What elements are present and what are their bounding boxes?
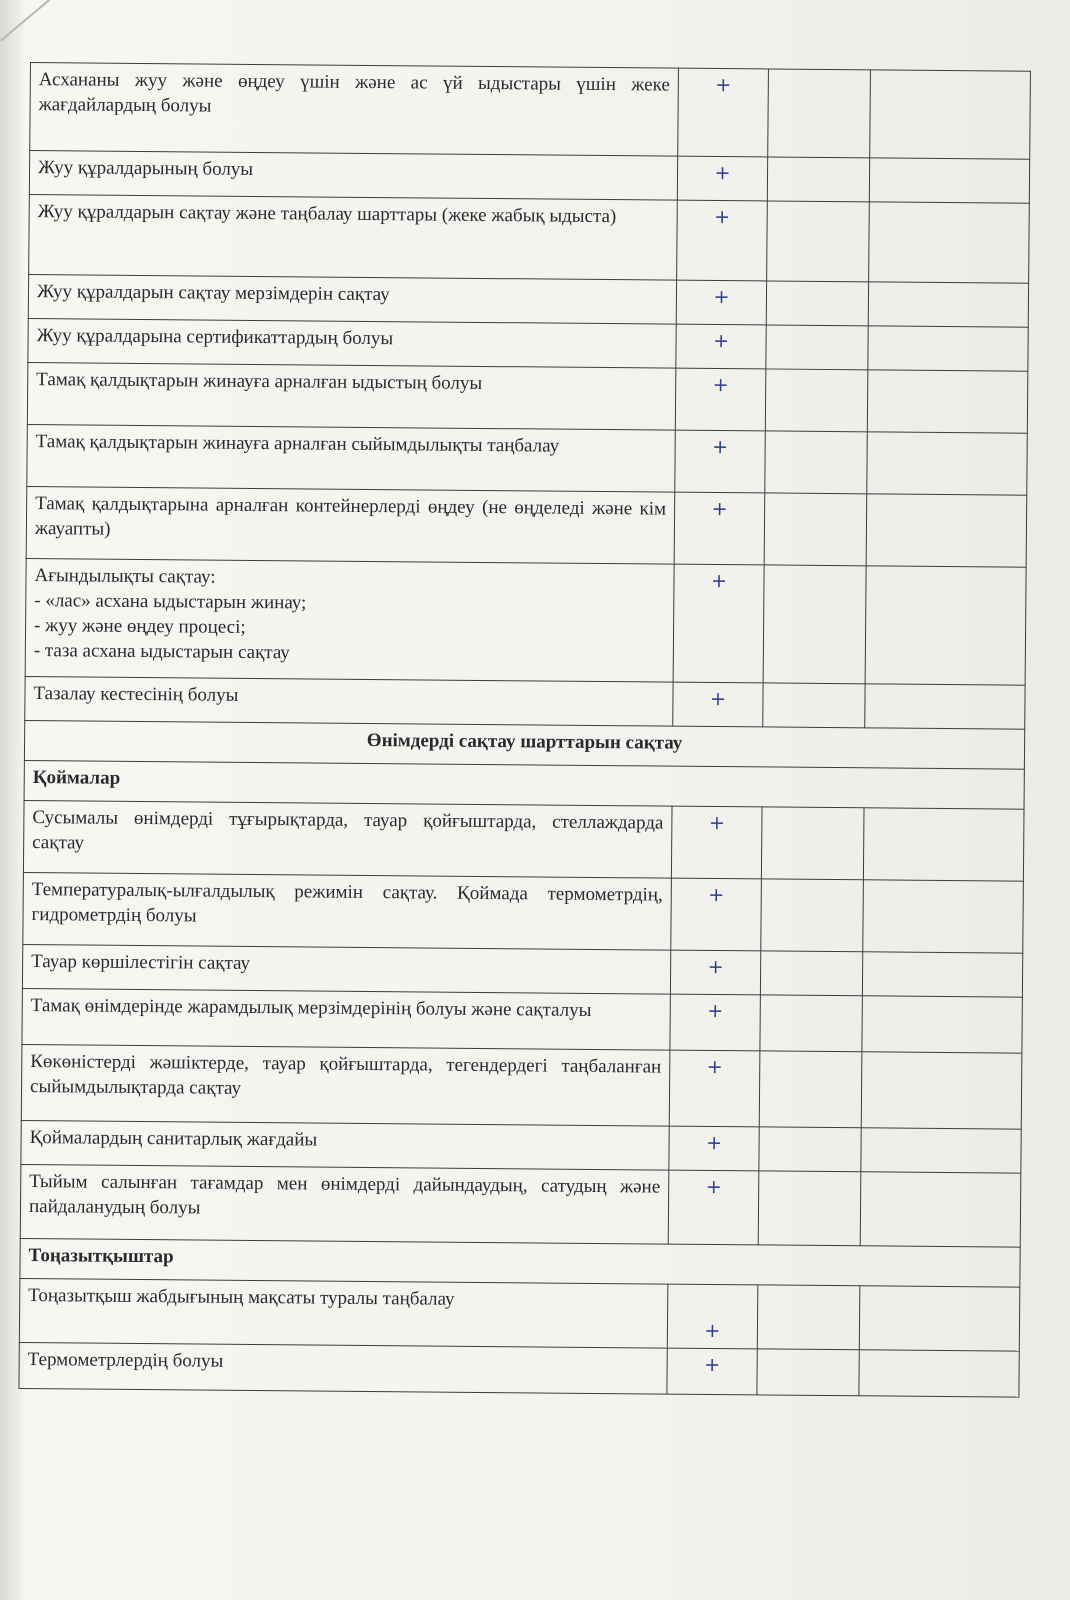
criterion-text: Асхананы жуу және өңдеу үшін және ас үй ыдыстары үшін жеке жағдайлардың болуы [30, 63, 679, 157]
empty-cell [869, 158, 1029, 203]
criterion-text: Жуу құралдарына сертификаттардың болуы [28, 318, 676, 368]
empty-cell [867, 370, 1028, 433]
empty-cell [763, 683, 865, 728]
empty-cell [758, 1171, 861, 1246]
criterion-text: Тамақ қалдықтарына арналған контейнерлерді өңдеу (не өңделеді және кім жауапты) [26, 486, 675, 564]
empty-cell [859, 1350, 1019, 1397]
empty-cell [761, 879, 864, 952]
empty-cell [868, 282, 1028, 327]
table-row [23, 800, 1024, 881]
empty-cell [863, 880, 1024, 953]
table-row [19, 1342, 1019, 1397]
criterion-text: Тамақ қалдықтарын жинауға арналған сыйымдылықты таңбалау [27, 424, 676, 492]
check-mark: + [676, 324, 766, 369]
table-row [29, 194, 1030, 283]
empty-cell [768, 69, 871, 158]
table-row [22, 988, 1022, 1053]
empty-cell [870, 70, 1031, 159]
list-line: - таза асхана ыдыстарын сақтау [33, 640, 290, 664]
criterion-text-list [25, 558, 674, 682]
empty-cell [862, 952, 1022, 997]
check-mark: + [678, 68, 769, 157]
table-row [26, 486, 1027, 567]
empty-cell [757, 1349, 859, 1396]
check-mark: + [673, 564, 764, 683]
table-row [19, 1278, 1020, 1351]
empty-cell [757, 1285, 860, 1350]
empty-cell [863, 808, 1024, 881]
list-line: Ағындылықты сақтау: [34, 565, 216, 588]
check-mark: + [671, 806, 762, 879]
criterion-text: Тамақ қалдықтарын жинауға арналған ыдыстың болуы [27, 362, 676, 430]
check-mark: + [674, 492, 765, 565]
criterion-text: Көкөністерді жәшіктерде, тауар қойғыштарда, тегендердегі таңбаланған сыйымдылықтарда сақтау [21, 1044, 670, 1126]
empty-cell [759, 1051, 862, 1128]
check-mark: + [668, 1170, 759, 1245]
criterion-text: Жуу құралдарын сақтау мерзімдерін сақтау [28, 274, 676, 324]
empty-cell [766, 325, 868, 370]
table-row [27, 424, 1028, 495]
empty-cell [766, 281, 868, 326]
check-mark: + [670, 950, 760, 995]
empty-cell [861, 1128, 1021, 1173]
check-mark: + [675, 368, 766, 431]
criterion-text: Жуу құралдарының болуы [29, 151, 677, 201]
criterion-text: Термометрлердің болуы [19, 1342, 667, 1394]
empty-cell [862, 996, 1022, 1053]
table-row [25, 558, 1026, 685]
checklist-sheet [18, 62, 1030, 1398]
warehouses-title: Қоймалар [24, 760, 1024, 809]
empty-cell [860, 1172, 1021, 1247]
criterion-text: Сусымалы өнімдерді тұғырықтарда, тауар қойғыштарда, стеллаждарда сақтау [23, 800, 672, 878]
empty-cell [767, 157, 869, 202]
check-mark: + [671, 878, 762, 951]
empty-cell [865, 566, 1026, 685]
empty-cell [868, 326, 1028, 371]
criterion-text: Температуралық-ылғалдылық режимін сақтау. Қоймада термометрдің, гидрометрдің болуы [23, 872, 672, 950]
empty-cell [760, 951, 862, 996]
table-row [27, 362, 1028, 433]
section-title: Өнімдерді сақтау шарттарын сақтау [24, 720, 1024, 769]
check-mark: + [677, 200, 768, 281]
check-mark: + [667, 1284, 758, 1349]
list-line: - жуу және өңдеу процесі; [33, 615, 246, 638]
check-mark: + [670, 994, 760, 1051]
empty-cell [767, 201, 870, 282]
criterion-text: Тоңазытқыш жабдығының мақсаты туралы таңбалау [19, 1278, 668, 1348]
empty-cell [865, 684, 1025, 729]
empty-cell [763, 565, 866, 684]
empty-cell [761, 807, 864, 880]
empty-cell [859, 1286, 1020, 1351]
criterion-text: Жуу құралдарын сақтау және таңбалау шарттары (жеке жабық ыдыста) [29, 194, 678, 280]
empty-cell [861, 1052, 1022, 1129]
criterion-text: Тамақ өнімдерінде жарамдылық мерзімдерінің болуы және сақталуы [22, 988, 670, 1050]
empty-cell [869, 202, 1030, 283]
criterion-text: Қоймалардың санитарлық жағдайы [21, 1120, 669, 1170]
empty-cell [765, 431, 868, 494]
table-row [20, 1164, 1021, 1247]
table-row [30, 63, 1031, 160]
list-line: - «лас» асхана ыдыстарын жинау; [34, 590, 307, 614]
empty-cell [759, 1127, 861, 1172]
criterion-text: Тыйым салынған тағамдар мен өнімдерді дайындаудың, сатудың және пайдаланудың болуы [20, 1164, 669, 1244]
empty-cell [760, 995, 862, 1052]
check-mark: + [673, 682, 763, 727]
check-mark: + [677, 156, 767, 201]
empty-cell [867, 432, 1028, 495]
empty-cell [866, 494, 1027, 567]
check-mark: + [669, 1126, 759, 1171]
check-mark: + [669, 1050, 760, 1127]
fridges-title: Тоңазытқыштар [20, 1238, 1020, 1287]
check-mark: + [667, 1348, 757, 1395]
criterion-text: Тауар көршілестігін сақтау [22, 944, 670, 994]
check-mark: + [676, 280, 766, 325]
table-row [21, 1044, 1022, 1129]
check-mark: + [675, 430, 766, 493]
checklist-table [18, 62, 1031, 1398]
empty-cell [764, 493, 867, 566]
empty-cell [765, 369, 868, 432]
criterion-text: Тазалау кестесінің болуы [25, 676, 673, 726]
table-row [23, 872, 1024, 953]
